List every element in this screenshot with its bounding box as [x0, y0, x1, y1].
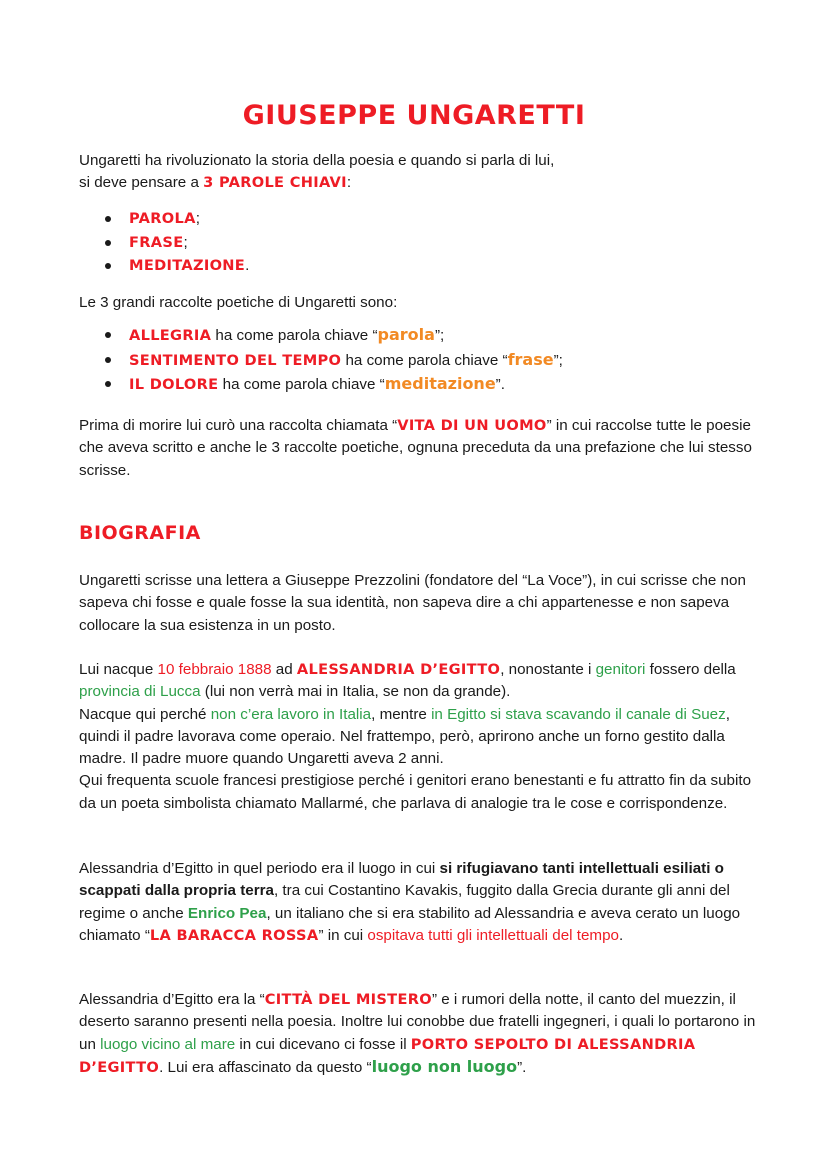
- keyword-punct: ;: [183, 233, 188, 251]
- intro-line-2-post: :: [346, 174, 352, 192]
- raccolte-list: [79, 323, 563, 397]
- bullet-icon: [105, 381, 111, 387]
- raccolta-key: parola: [377, 325, 435, 344]
- raccolta-key: meditazione: [384, 374, 496, 393]
- list-item: [79, 231, 249, 255]
- vita-key: VITA DI UN UOMO: [397, 417, 547, 434]
- vita-post: ” in cui raccolse tutte le poesie che aveva scritto e anche le 3 raccolte poetiche, ognuna preceduta da una prefazione che lui stesso scrisse.: [79, 417, 752, 479]
- canale-highlight: in Egitto si stava scavando il canale di Suez: [431, 705, 726, 723]
- raccolta-key: frase: [507, 349, 554, 369]
- bio3-text: .: [618, 926, 624, 944]
- bio2-text: , nonostante i: [500, 661, 596, 678]
- bio2-text: , mentre: [371, 705, 432, 723]
- raccolta-mid: ha come parola chiave “: [218, 376, 385, 393]
- vita-pre: Prima di morire lui curò una raccolta chiamata “: [79, 417, 398, 434]
- page-title: GIUSEPPE UNGARETTI: [242, 100, 586, 131]
- list-item: [79, 207, 249, 231]
- bio2-text: , quindi il padre lavorava come operaio. Nel frattempo, però, aprirono anche un forno gestito dalla madre. Il padre muore quando Ungaretti aveva 2 anni.: [79, 705, 730, 768]
- intro-paragraph: [79, 150, 759, 195]
- bio-paragraph-3: [79, 858, 759, 947]
- bio2-text: Qui frequenta scuole francesi prestigiose perché i genitori erano benestanti e fu attratto fin da subito da un poeta simbolista chiamato Mallarmé, che parlava di analogie tra le cose e corrispondenze.: [79, 772, 752, 812]
- bullet-icon: [105, 240, 111, 246]
- list-item: [79, 348, 563, 373]
- bio4-text: ”.: [517, 1058, 527, 1076]
- provincia-highlight: provincia di Lucca: [79, 683, 201, 701]
- ospitava-highlight: ospitava tutti gli intellettuali del tempo: [367, 926, 619, 944]
- birth-date: 10 febbraio 1888: [157, 661, 272, 678]
- bio2-text: (lui non verrà mai in Italia, se non da grande).: [200, 683, 511, 701]
- porto-highlight: PORTO SEPOLTO DI ALESSANDRIA D’EGITTO: [79, 1035, 696, 1076]
- bullet-icon: [105, 263, 111, 269]
- bullet-icon: [105, 357, 111, 363]
- bio-paragraph-1: Ungaretti scrisse una lettera a Giuseppe Prezzolini (fondatore del “La Voce”), in cui scrisse che non sapeva chi fosse e quale fosse la sua identità, non sapeva dire a chi appartenesse e non sapeva collocare la sua esistenza in un posto.: [79, 572, 746, 634]
- bio3-text: , tra cui Costantino Kavakis, fuggito dalla Grecia durante gli anni del regime o anche: [79, 882, 730, 922]
- bio-paragraph-2: [79, 659, 759, 815]
- birth-city: ALESSANDRIA D’EGITTO: [296, 661, 501, 678]
- rifugio-highlight: si rifugiavano tanti intellettuali esiliati o scappati dalla propria terra: [79, 860, 724, 900]
- bio3-text: Alessandria d’Egitto in quel periodo era il luogo in cui: [79, 860, 440, 877]
- baracca-highlight: LA BARACCA ROSSA: [149, 926, 319, 944]
- intro-keyword: 3 PAROLE CHIAVI: [203, 174, 347, 192]
- keyword-word: PAROLA: [129, 210, 196, 227]
- bio-paragraph-4: [79, 989, 759, 1079]
- bullet-icon: [105, 332, 111, 338]
- intro-line-2-pre: si deve pensare a: [79, 174, 204, 192]
- genitori-highlight: genitori: [595, 661, 646, 678]
- keyword-punct: ;: [195, 210, 200, 227]
- keywords-list: [79, 207, 249, 278]
- bio3-text: ” in cui: [318, 926, 368, 944]
- citta-highlight: CITTÀ DEL MISTERO: [264, 991, 432, 1008]
- raccolta-name: IL DOLORE: [129, 376, 219, 393]
- bio3-text: , un italiano che si era stabilito ad Alessandria e aveva cerato un luogo chiamato “: [79, 904, 741, 944]
- bio2-text: ad: [271, 661, 297, 678]
- bio2-text: Nacque qui perché: [79, 705, 211, 723]
- raccolta-mid: ha come parola chiave “: [211, 327, 378, 344]
- list-item: [79, 323, 563, 348]
- bio4-text: . Lui era affascinato da questo “: [159, 1058, 372, 1076]
- list-item: [79, 372, 563, 397]
- bio4-text: Alessandria d’Egitto era la “: [79, 991, 265, 1008]
- lavoro-highlight: non c’era lavoro in Italia: [210, 705, 372, 723]
- bio4-text: ” e i rumori della notte, il canto del muezzin, il deserto saranno presenti nella poesia. Inoltre lui conobbe due fratelli ingegneri, i quali lo portarono in un: [79, 991, 756, 1053]
- raccolta-end: ”;: [553, 351, 563, 369]
- keyword-punct: .: [245, 257, 250, 274]
- list-item: [79, 254, 249, 278]
- intro-line-1: Ungaretti ha rivoluzionato la storia della poesia e quando si parla di lui,: [79, 152, 555, 169]
- keyword-word: MEDITAZIONE: [129, 257, 246, 274]
- bio2-text: fossero della: [645, 661, 736, 678]
- raccolta-end: ”.: [495, 376, 505, 393]
- pea-highlight: Enrico Pea: [187, 904, 267, 922]
- vita-paragraph: [79, 415, 759, 482]
- bio4-text: in cui dicevano ci fosse il: [235, 1035, 411, 1053]
- bullet-icon: [105, 216, 111, 222]
- raccolta-mid: ha come parola chiave “: [341, 351, 508, 369]
- luogo-highlight: luogo vicino al mare: [100, 1035, 236, 1053]
- bio2-text: Lui nacque: [79, 661, 158, 678]
- raccolta-name: SENTIMENTO DEL TEMPO: [129, 351, 342, 369]
- raccolte-intro: Le 3 grandi raccolte poetiche di Ungaretti sono:: [79, 294, 398, 311]
- non-luogo-highlight: luogo non luogo: [371, 1056, 518, 1076]
- raccolta-end: ”;: [434, 327, 445, 344]
- biografia-heading: BIOGRAFIA: [79, 522, 201, 544]
- raccolta-name: ALLEGRIA: [129, 327, 212, 344]
- keyword-word: FRASE: [129, 233, 184, 251]
